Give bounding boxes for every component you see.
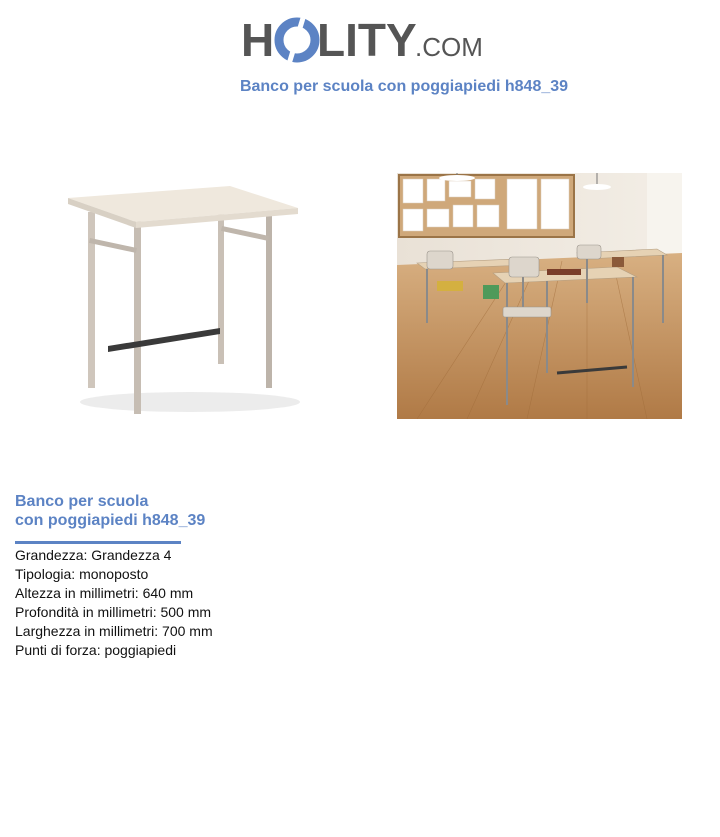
classroom-illustration (397, 173, 682, 419)
product-title-line1: Banco per scuola (15, 493, 149, 510)
product-title-line2: con poggiapiedi h848_39 (15, 512, 206, 529)
spec-height: Altezza in millimetri: 640 mm (15, 585, 194, 601)
spec-strengths: Punti di forza: poggiapiedi (15, 642, 177, 658)
logo-suffix: .COM (415, 32, 481, 62)
product-image (60, 180, 310, 420)
desk-illustration (60, 180, 310, 420)
spec-list (15, 546, 213, 660)
logo-mark (241, 10, 481, 72)
spec-size: Grandezza: Grandezza 4 (15, 547, 172, 563)
classroom-image (397, 173, 682, 419)
logo-letter-h: H (241, 14, 275, 66)
title-underline (15, 541, 181, 544)
product-title (15, 492, 335, 530)
logo-letters-lity: LITY (317, 14, 417, 66)
spec-width: Larghezza in millimetri: 700 mm (15, 623, 213, 639)
spec-depth: Profondità in millimetri: 500 mm (15, 604, 212, 620)
spec-type: Tipologia: monoposto (15, 566, 149, 582)
holity-logo[interactable] (241, 10, 481, 72)
page-title: Banco per scuola con poggiapiedi h848_39 (239, 78, 569, 95)
